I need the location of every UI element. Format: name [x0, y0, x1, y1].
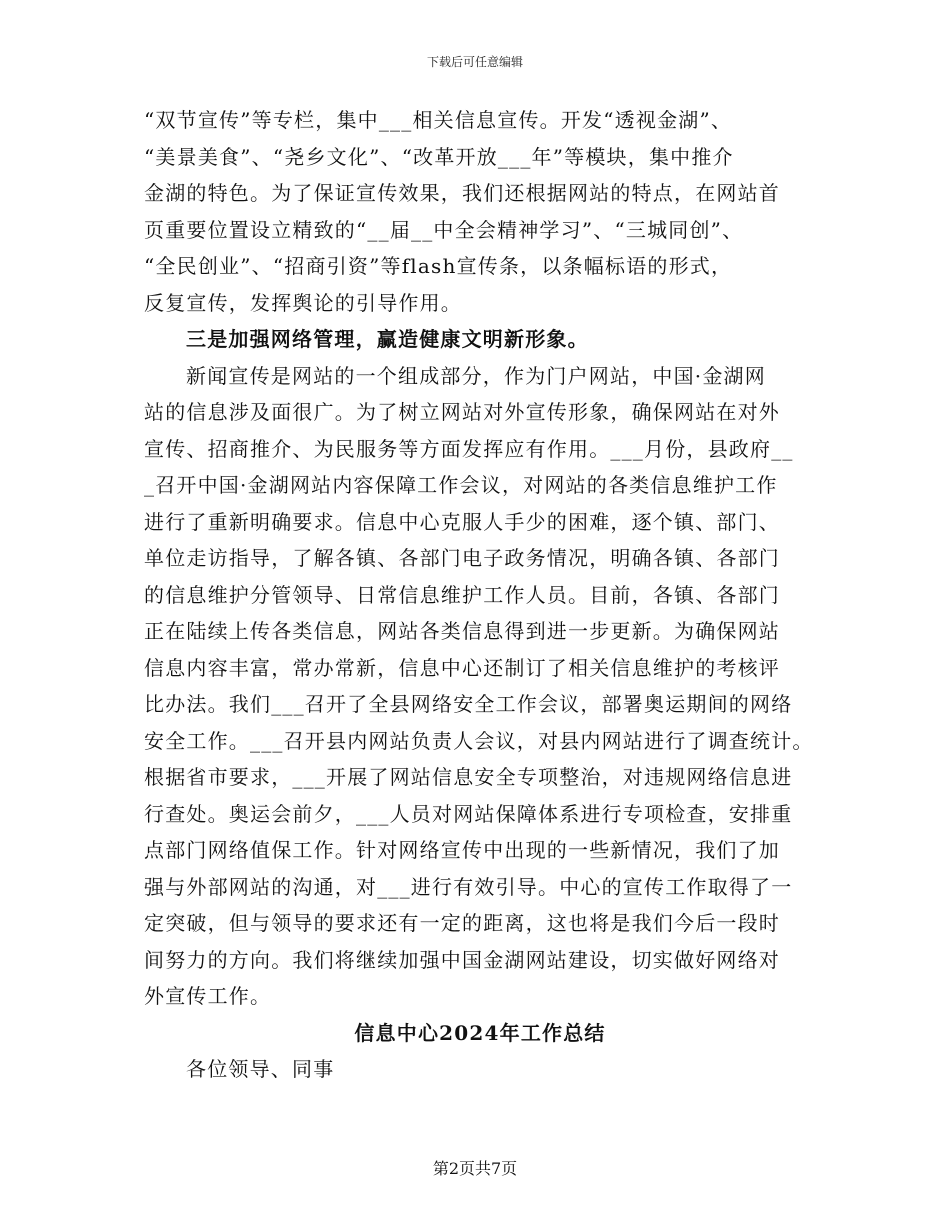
- text-line: 比办法。我们___召开了全县网络安全工作会议，部署奥运期间的网络: [144, 692, 793, 716]
- text-line: 金湖的特色。为了保证宣传效果，我们还根据网站的特点，在网站首: [144, 181, 780, 205]
- document-title: 信息中心2024年工作总结: [354, 1020, 606, 1045]
- text-line: 宣传、招商推介、为民服务等方面发挥应有作用。___月份，县政府__: [144, 436, 794, 461]
- section-heading: 三是加强网络管理，赢造健康文明新形象。: [186, 327, 589, 351]
- text-line: 安全工作。___召开县内网站负责人会议，对县内网站进行了调查统计。: [144, 728, 814, 753]
- text-line: “双节宣传”等专栏，集中___相关信息宣传。开发“透视金湖”、: [144, 108, 733, 132]
- text-line: 点部门网络值保工作。针对网络宣传中出现的一些新情况，我们了加: [144, 838, 780, 862]
- paragraph-2: [144, 358, 816, 1015]
- text-line: _召开中国·金湖网站内容保障工作会议，对网站的各类信息维护工作: [144, 473, 778, 497]
- salutation: 各位领导、同事: [186, 1057, 335, 1081]
- text-line: 单位走访指导，了解各镇、各部门电子政务情况，明确各镇、各部门: [144, 546, 780, 570]
- document-body: [144, 102, 816, 1088]
- page-header: 下载后可任意编辑: [426, 55, 523, 69]
- text-line: 正在陆续上传各类信息，网站各类信息得到进一步更新。为确保网站: [144, 619, 780, 643]
- text-line: 行查处。奥运会前夕，___人员对网站保障体系进行专项检查，安排重: [144, 801, 793, 826]
- text-line: 信息内容丰富，常办常新，信息中心还制订了相关信息维护的考核评: [144, 655, 780, 680]
- text-line: 的信息维护分管领导、日常信息维护工作人员。目前，各镇、各部门: [144, 582, 780, 607]
- text-line: 进行了重新明确要求。信息中心克服人手少的困难，逐个镇、部门、: [144, 509, 780, 534]
- text-line: 强与外部网站的沟通，对___进行有效引导。中心的宣传工作取得了一: [144, 874, 793, 899]
- text-line: 新闻宣传是网站的一个组成部分，作为门户网站，中国·金湖网: [186, 363, 766, 388]
- text-line: 定突破，但与领导的要求还有一定的距离，这也将是我们今后一段时: [144, 911, 780, 935]
- text-line: 根据省市要求，___开展了网站信息安全专项整治，对违规网络信息进: [144, 765, 793, 789]
- text-line: 外宣传工作。: [144, 984, 272, 1008]
- text-line: 站的信息涉及面很广。为了树立网站对外宣传形象，确保网站在对外: [144, 400, 780, 424]
- text-line: “美景美食”、“尧乡文化”、“改革开放___年”等模块，集中推介: [144, 144, 734, 169]
- text-line: 页重要位置设立精致的“__届__中全会精神学习”、“三城同创”、: [144, 217, 744, 242]
- text-line: 间努力的方向。我们将继续加强中国金湖网站建设，切实做好网络对: [144, 947, 780, 972]
- text-line: 反复宣传，发挥舆论的引导作用。: [144, 290, 462, 315]
- text-line: “全民创业”、“招商引资”等flash宣传条，以条幅标语的形式，: [144, 254, 733, 278]
- page-number: 第2页共7页: [432, 1159, 518, 1178]
- paragraph-1: [144, 102, 816, 321]
